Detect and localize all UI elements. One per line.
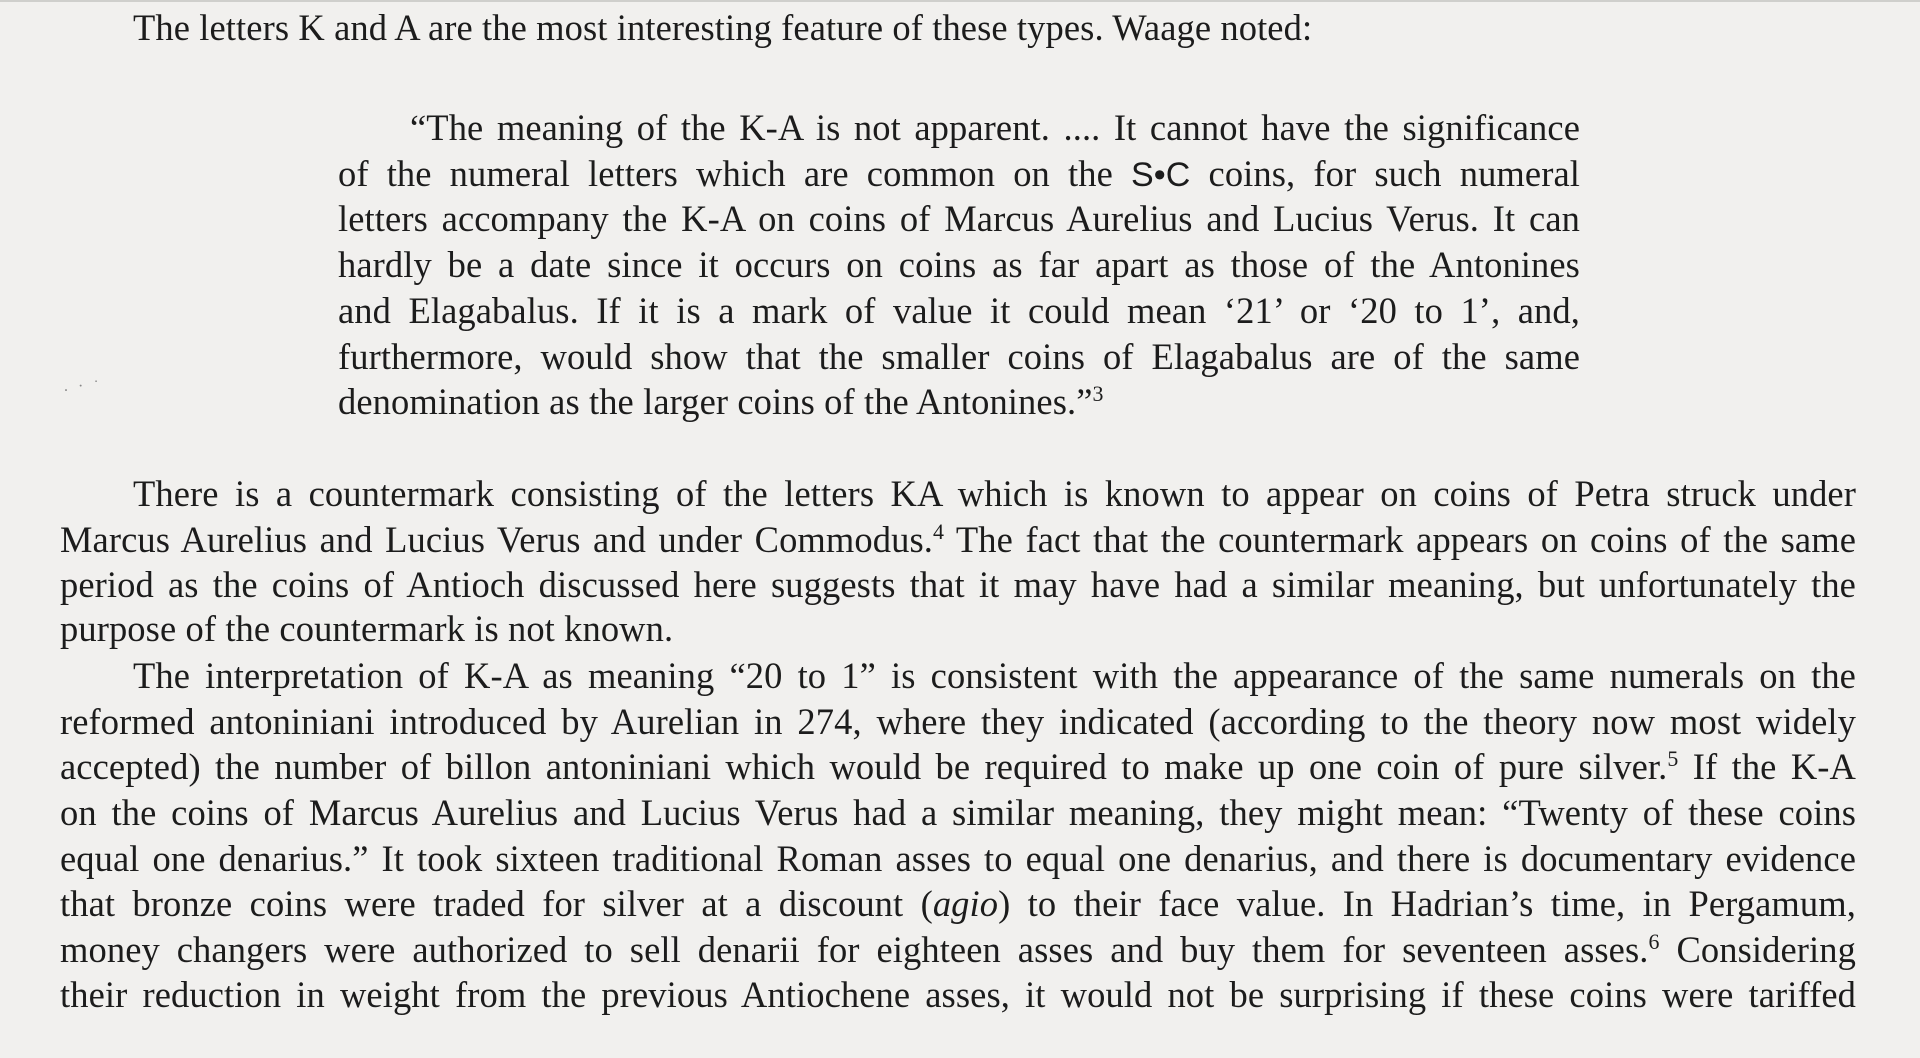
quote-line-3: letters accompany the K-A on coins of Marcus Aurelius and Lucius Verus. It can	[338, 198, 1580, 239]
para2-line-3-text-b: If the K-A	[1678, 746, 1856, 787]
para2-line-6-text-b: ) to their face value. In Hadrian’s time, in Pergamum,	[998, 883, 1856, 924]
sc-mark: S•C	[1130, 156, 1191, 194]
footnote-marker-4: 4	[933, 518, 945, 544]
para2-line-6	[60, 882, 1856, 926]
page-top-edge	[0, 0, 1920, 2]
para2-line-7-text-a: money changers were authorized to sell denarii for eighteen asses and buy them for seventeen asses.	[60, 929, 1649, 970]
quote-line-7-text: denomination as the larger coins of the Antonines.”	[338, 381, 1093, 422]
para1-line-1: There is a countermark consisting of the letters KA which is known to appear on coins of Petra struck under	[133, 473, 1856, 514]
intro-line: The letters K and A are the most interesting feature of these types. Waage noted:	[133, 7, 1313, 48]
quote-line-2-text-b: coins, for such numeral	[1190, 153, 1581, 194]
quote-line-4: hardly be a date since it occurs on coins as far apart as those of the Antonines	[338, 244, 1580, 285]
para2-line-6-text-a: that bronze coins were traded for silver at a discount (	[60, 883, 933, 924]
para2-line-3	[60, 745, 1856, 789]
para2-line-5: equal one denarius.” It took sixteen traditional Roman asses to equal one denarius, and there is documentary evidence	[60, 838, 1856, 879]
quote-line-5: and Elagabalus. If it is a mark of value it could mean ‘21’ or ‘20 to 1’, and,	[338, 290, 1580, 331]
para2-line-7	[60, 928, 1856, 972]
quote-line-7	[338, 380, 1104, 424]
para1-line-2-text-a: Marcus Aurelius and Lucius Verus and under Commodus.	[60, 519, 933, 560]
footnote-marker-6: 6	[1648, 928, 1660, 954]
para2-line-4: on the coins of Marcus Aurelius and Lucius Verus had a similar meaning, they might mean: “Twenty of these coins	[60, 792, 1856, 833]
footnote-marker-3: 3	[1092, 380, 1104, 406]
italic-term-agio: agio	[932, 883, 999, 924]
para2-line-2: reformed antoniniani introduced by Aurelian in 274, where they indicated (according to the theory now most widely	[60, 701, 1856, 742]
para2-line-8: their reduction in weight from the previous Antiochene asses, it would not be surprising if these coins were tariffed	[60, 974, 1856, 1015]
quote-line-1: “The meaning of the K-A is not apparent. .... It cannot have the significance	[410, 107, 1580, 148]
para1-line-3: period as the coins of Antioch discussed here suggests that it may have had a similar meaning, but unfortunately the	[60, 564, 1856, 605]
scan-speck: . · ˙	[64, 378, 102, 395]
footnote-marker-5: 5	[1667, 745, 1679, 771]
para1-line-2	[60, 518, 1856, 562]
quote-line-2	[338, 152, 1580, 197]
para2-line-3-text-a: accepted) the number of billon antoniniani which would be required to make up one coin of pure silver.	[60, 746, 1668, 787]
quote-line-2-text-a: of the numeral letters which are common on the	[338, 153, 1131, 194]
quote-line-6: furthermore, would show that the smaller coins of Elagabalus are of the same	[338, 336, 1580, 377]
para1-line-2-text-b: The fact that the countermark appears on coins of the same	[944, 519, 1857, 560]
para2-line-7-text-b: Considering	[1659, 929, 1856, 970]
para1-line-4: purpose of the countermark is not known.	[60, 608, 674, 649]
para2-line-1: The interpretation of K-A as meaning “20 to 1” is consistent with the appearance of the same numerals on the	[133, 655, 1856, 696]
